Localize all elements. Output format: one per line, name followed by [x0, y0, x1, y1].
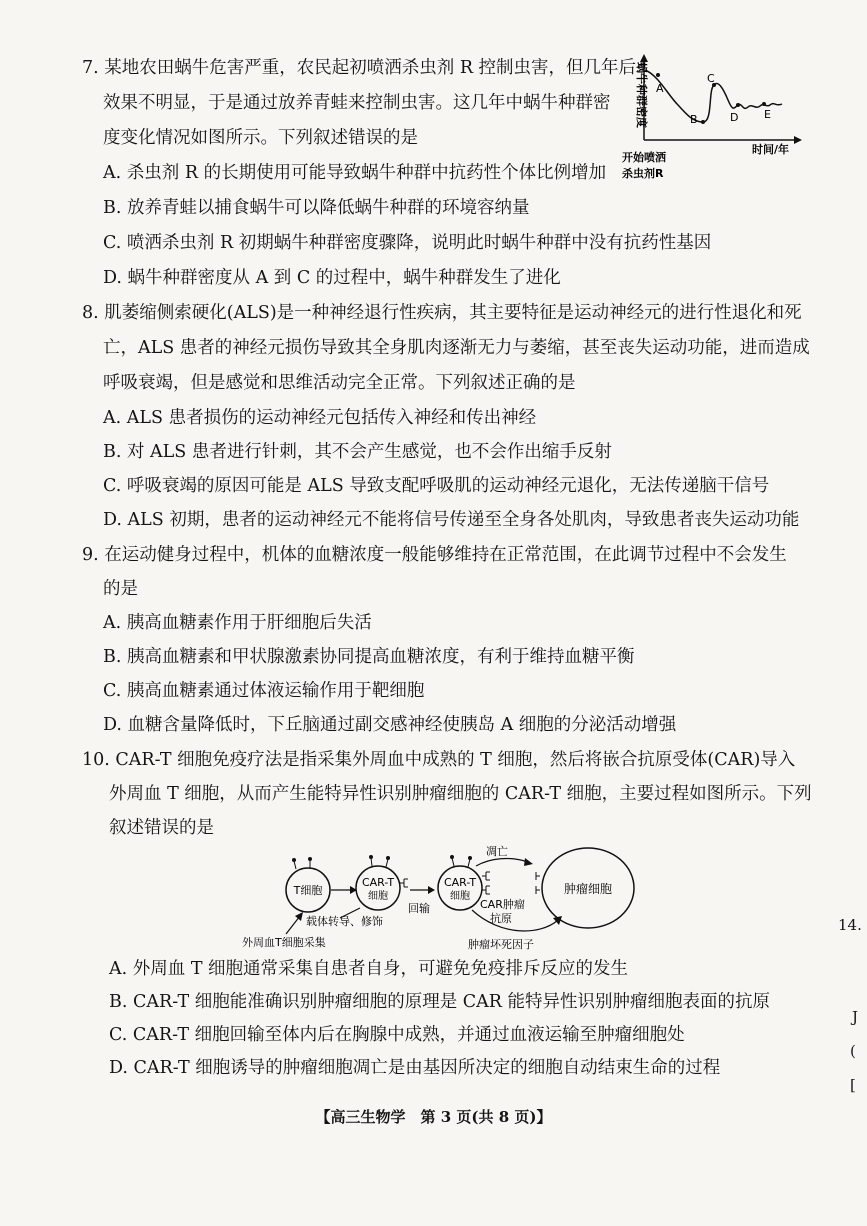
reinfuse-label: 回输 — [408, 902, 430, 915]
point-e-label: E — [764, 108, 771, 121]
car-t-1-label-top: CAR-T — [361, 876, 395, 889]
q8-option-d[interactable]: D. ALS 初期，患者的运动神经元不能将信号传递至全身各处肌肉，导致患者丧失运动功能 — [103, 510, 800, 530]
q7-option-a[interactable]: A. 杀虫剂 R 的长期使用可能导致蜗牛种群中抗药性个体比例增加 — [103, 163, 607, 183]
q10-option-a[interactable]: A. 外周血 T 细胞通常采集自患者自身，可避免免疫排斥反应的发生 — [109, 959, 629, 979]
q10-option-d[interactable]: D. CAR-T 细胞诱导的肿瘤细胞凋亡是由基因所决定的细胞自动结束生命的过程 — [109, 1058, 721, 1078]
edge-mark-2: ( — [850, 1042, 856, 1060]
x-axis-label: 时间/年 — [752, 143, 790, 156]
collect-label: 外周血T细胞采集 — [242, 936, 326, 949]
point-c-label: C — [707, 72, 715, 85]
car-antigen-label-1: CAR肿瘤 — [480, 898, 525, 911]
q7-stem-line-3: 度变化情况如图所示。下列叙述错误的是 — [103, 128, 418, 148]
point-b-label: B — [690, 113, 698, 126]
q7-stem-line-2: 效果不明显，于是通过放养青蛙来控制虫害。这几年中蜗牛种群密 — [103, 93, 611, 113]
car-t-2-label-bottom: 细胞 — [450, 891, 470, 902]
q9-option-c[interactable]: C. 胰高血糖素通过体液运输作用于靶细胞 — [103, 681, 425, 701]
snail-density-graph — [618, 50, 808, 190]
start-label-1: 开始喷洒 — [622, 151, 666, 164]
q10-option-c[interactable]: C. CAR-T 细胞回输至体内后在胸腺中成熟，并通过血液运输至肿瘤细胞处 — [109, 1025, 685, 1045]
start-label-2: 杀虫剂R — [622, 167, 664, 180]
q8-option-c[interactable]: C. 呼吸衰竭的原因可能是 ALS 导致支配呼吸肌的运动神经元退化，无法传递脑干信号 — [103, 476, 770, 496]
q8-stem-line-2: 亡，ALS 患者的神经元损伤导致其全身肌肉逐渐无力与萎缩，甚至丧失运动功能，进而造成 — [103, 338, 810, 358]
q10-stem-line-1: 10. CAR-T 细胞免疫疗法是指采集外周血中成熟的 T 细胞，然后将嵌合抗原受体(CAR)导入 — [82, 750, 796, 770]
q9-stem-line-2: 的是 — [103, 579, 138, 599]
q7-option-b[interactable]: B. 放养青蛙以捕食蜗牛可以降低蜗牛种群的环境容纳量 — [103, 198, 530, 218]
t-cell-label: T细胞 — [293, 884, 323, 897]
q7-option-d[interactable]: D. 蜗牛种群密度从 A 到 C 的过程中，蜗牛种群发生了进化 — [103, 268, 561, 288]
q8-option-a[interactable]: A. ALS 患者损伤的运动神经元包括传入神经和传出神经 — [103, 408, 537, 428]
transduce-label: 载体转导、修饰 — [306, 915, 383, 928]
q8-stem-line-3: 呼吸衰竭，但是感觉和思维活动完全正常。下列叙述正确的是 — [103, 373, 576, 393]
edge-mark-3: [ — [850, 1076, 856, 1094]
q9-stem-line-1: 9. 在运动健身过程中，机体的血糖浓度一般能够维持在正常范围，在此调节过程中不会发生 — [82, 545, 787, 565]
q8-stem-line-1: 8. 肌萎缩侧索硬化(ALS)是一种神经退行性疾病，其主要特征是运动神经元的进行性退化和死 — [82, 303, 802, 323]
car-t-2-label-top: CAR-T — [443, 876, 477, 889]
q10-option-b[interactable]: B. CAR-T 细胞能准确识别肿瘤细胞的原理是 CAR 能特异性识别肿瘤细胞表面的抗原 — [109, 992, 771, 1012]
car-t-1-label-bottom: 细胞 — [368, 891, 388, 902]
edge-question-14-number: 14. — [838, 916, 862, 934]
q9-option-b[interactable]: B. 胰高血糖素和甲状腺激素协同提高血糖浓度，有利于维持血糖平衡 — [103, 647, 635, 667]
page-footer: 【高三生物学 第 3 页(共 8 页)】 — [315, 1108, 552, 1126]
apoptosis-label: 凋亡 — [486, 845, 508, 858]
q9-option-a[interactable]: A. 胰高血糖素作用于肝细胞后失活 — [103, 613, 372, 633]
q7-stem-line-1: 7. 某地农田蜗牛危害严重，农民起初喷洒杀虫剂 R 控制虫害，但几年后 — [82, 58, 637, 78]
tnf-label: 肿瘤坏死因子 — [468, 938, 534, 951]
q8-option-b[interactable]: B. 对 ALS 患者进行针刺，其不会产生感觉，也不会作出缩手反射 — [103, 442, 612, 462]
y-axis-label: 蜗牛种群密度 — [635, 62, 648, 128]
car-t-process-diagram — [240, 838, 640, 956]
point-d-label: D — [730, 111, 739, 124]
q9-option-d[interactable]: D. 血糖含量降低时，下丘脑通过副交感神经使胰岛 A 细胞的分泌活动增强 — [103, 715, 677, 735]
q7-option-c[interactable]: C. 喷洒杀虫剂 R 初期蜗牛种群密度骤降，说明此时蜗牛种群中没有抗药性基因 — [103, 233, 712, 253]
q10-stem-line-2: 外周血 T 细胞，从而产生能特异性识别肿瘤细胞的 CAR-T 细胞，主要过程如图所示。下列 — [109, 784, 812, 804]
tumor-cell-label: 肿瘤细胞 — [563, 882, 613, 896]
q10-stem-line-3: 叙述错误的是 — [109, 818, 214, 838]
car-antigen-label-2: 抗原 — [490, 912, 512, 925]
edge-mark-1: J — [852, 1008, 859, 1026]
point-a-label: A — [656, 82, 664, 95]
